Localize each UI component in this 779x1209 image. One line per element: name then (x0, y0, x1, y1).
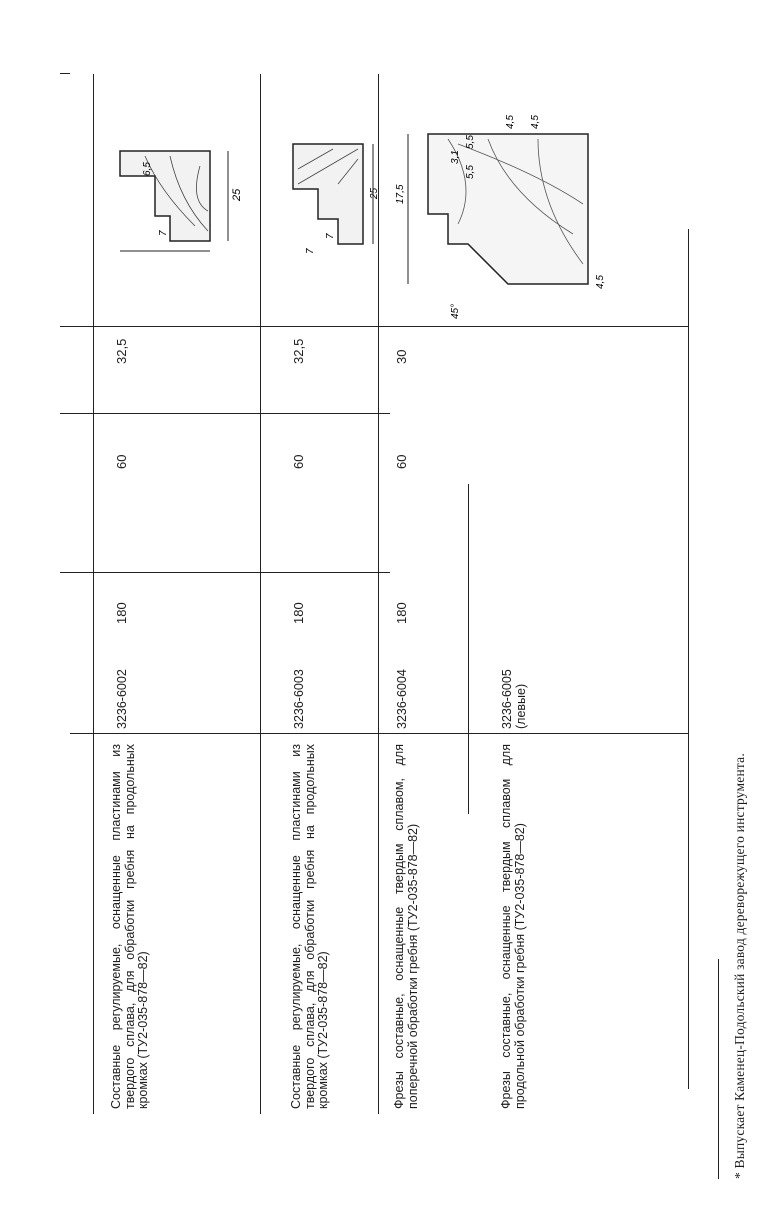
row2-code: 3236-6003 (292, 669, 306, 729)
profile-drawing-1 (100, 131, 250, 261)
dim-label: 7 (325, 233, 336, 239)
dim-label: 4,5 (505, 115, 516, 129)
dim-label: 45° (450, 303, 461, 319)
dim-label: 4,5 (530, 115, 541, 129)
column-divider (60, 413, 390, 414)
row4-code-value: 3236-6005 (500, 669, 514, 729)
row1-d2: 60 (114, 454, 129, 469)
footnote-rule (718, 959, 719, 1179)
row3-code: 3236-6004 (395, 669, 409, 729)
dim-label: 7 (305, 248, 316, 254)
footnote: * Выпускает Каменец-Подольский завод дереворежущего инструмента. (732, 753, 747, 1179)
row2-d2: 60 (291, 454, 306, 469)
dim-label: 5,5 (465, 165, 476, 179)
row3-d: 180 (394, 602, 409, 624)
row4-description: Фрезы составные, оснащенные твердым сплавом для продольной обработки гребня (ТУ2-035-878—82) (499, 744, 527, 1109)
row1-code: 3236-6002 (115, 669, 129, 729)
row-divider (260, 74, 261, 1114)
row2-d: 180 (291, 602, 306, 624)
column-divider (60, 326, 688, 327)
row3-description: Фрезы составные, оснащенные твердым сплавом, для поперечной обработки гребня (ТУ2-035-878—82) (392, 744, 420, 1109)
dim-label: 5,5 (465, 135, 476, 149)
column-divider (60, 73, 70, 74)
table-top-rule (93, 74, 94, 1114)
row4-code (500, 669, 528, 729)
table-bottom-rule (688, 229, 689, 1089)
dim-label: 7 (158, 230, 169, 236)
row3-b: 30 (394, 349, 409, 364)
dim-label: 25 (231, 188, 243, 201)
row2-description: Составные регулируемые, оснащенные пластинами из твердого сплава, для обработки гребня на продольных кромках (ТУ2-035-878—82) (289, 744, 330, 1109)
row3-d2: 60 (394, 454, 409, 469)
dim-label: 3,1 (450, 150, 461, 164)
dim-label: 17,5 (395, 184, 406, 204)
dim-label: 4,5 (595, 275, 606, 289)
row2-b: 32,5 (291, 338, 306, 364)
column-divider (60, 572, 390, 573)
column-divider (70, 733, 688, 734)
sub-row-divider (468, 484, 469, 814)
profile-drawing-2 (278, 129, 378, 259)
dim-label: 25 (369, 187, 380, 199)
dim-label: 6,5 (142, 162, 153, 176)
row1-b: 32,5 (114, 338, 129, 364)
profile-drawing-3 (388, 104, 608, 324)
row1-d: 180 (114, 602, 129, 624)
row-divider (378, 74, 379, 1114)
row4-code-note: (левые) (514, 683, 528, 729)
row1-description: Составные регулируемые, оснащенные пластинами из твердого сплава, для обработки гребня на продольных кромках (ТУ2-035-878—82) (109, 744, 150, 1109)
